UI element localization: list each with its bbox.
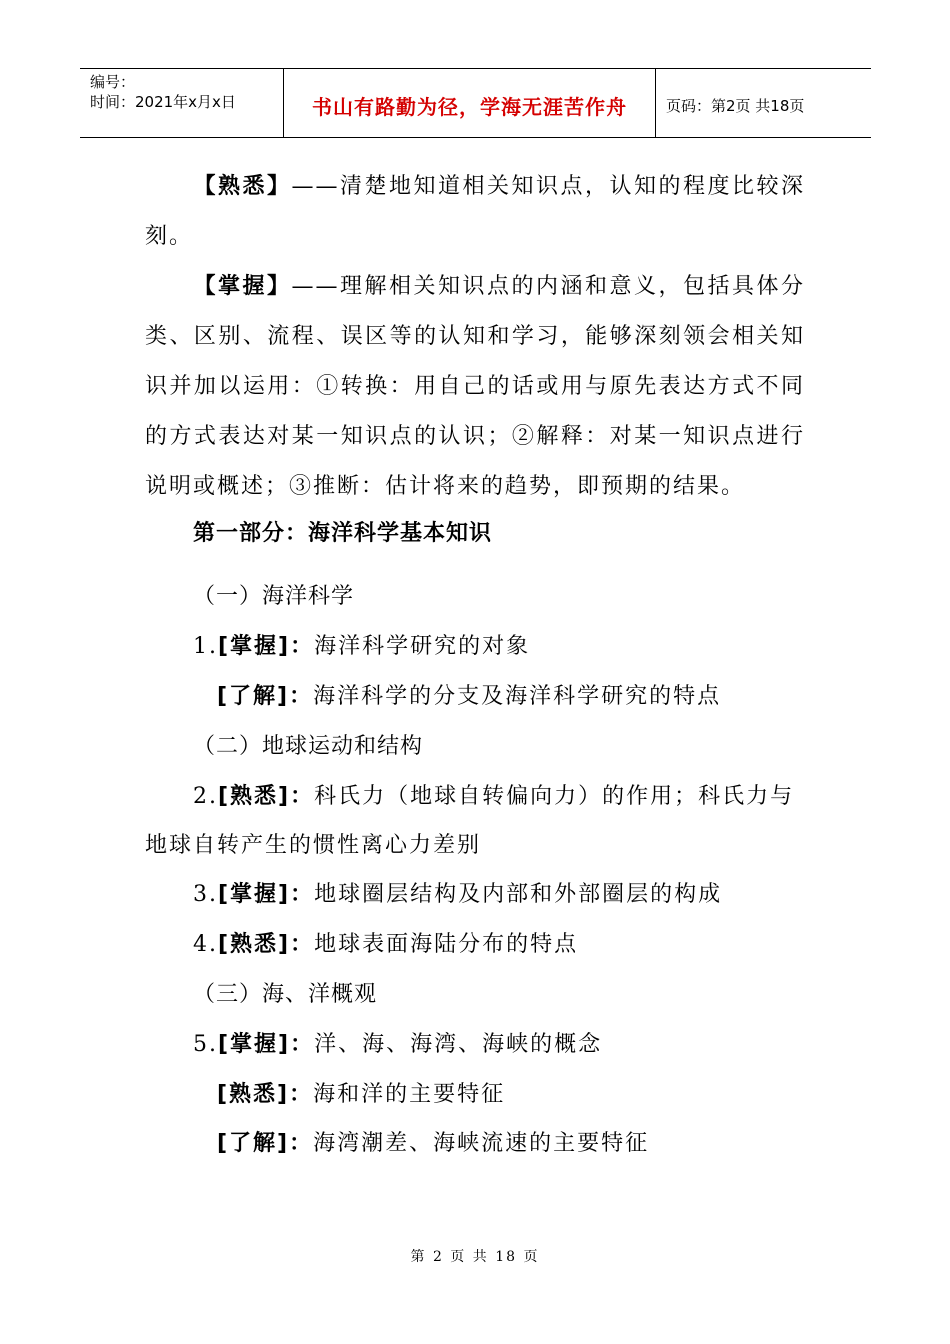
item-text: 海湾潮差、海峡流速的主要特征: [313, 1131, 650, 1156]
document-time: 时间：2021年x月x日: [90, 93, 236, 111]
item-text: 海和洋的主要特征: [313, 1082, 506, 1107]
list-item: [193, 632, 530, 662]
item-number: 5.: [193, 1032, 218, 1057]
page-footer: 第 2 页 共 18 页: [410, 1249, 540, 1265]
item-text: 科氏力（地球自转偏向力）的作用；科氏力与: [314, 784, 795, 809]
paragraph-master: [145, 262, 805, 512]
section-heading-2: （二）地球运动和结构: [193, 734, 424, 759]
list-item: [193, 880, 722, 910]
item-number: 1.: [193, 634, 218, 659]
master-tag: 【掌握】: [193, 274, 292, 299]
list-item: [193, 1030, 602, 1060]
page-header: [80, 68, 871, 138]
paragraph-familiar: [145, 162, 805, 262]
list-item: [217, 1080, 505, 1110]
familiar-text: ——清楚地知道相关知识点，认知的程度比较深刻。: [145, 174, 805, 249]
header-motto-cell: [283, 69, 656, 137]
header-page-info: 页码：第2页 共18页: [666, 96, 805, 115]
part-title: 第一部分：海洋科学基本知识: [193, 521, 493, 546]
item-text: 地球圈层结构及内部和外部圈层的构成: [314, 882, 723, 907]
item-tag: [熟悉]：: [218, 784, 315, 809]
item-continuation: 地球自转产生的惯性离心力差别: [145, 833, 482, 858]
list-item: [217, 682, 721, 712]
item-tag: [了解]：: [217, 1131, 314, 1156]
item-text: 地球表面海陆分布的特点: [314, 932, 579, 957]
list-item: [193, 782, 794, 812]
item-tag: [掌握]：: [218, 634, 315, 659]
item-tag: [熟悉]：: [217, 1082, 314, 1107]
item-number: 2.: [193, 784, 218, 809]
item-tag: [了解]：: [217, 684, 314, 709]
header-meta: [80, 69, 283, 137]
item-tag: [掌握]：: [218, 882, 315, 907]
item-tag: [熟悉]：: [218, 932, 315, 957]
item-text: 海洋科学的分支及海洋科学研究的特点: [313, 684, 722, 709]
familiar-tag: 【熟悉】: [193, 174, 292, 199]
item-text: 海洋科学研究的对象: [314, 634, 531, 659]
item-tag: [掌握]：: [218, 1032, 315, 1057]
item-number: 3.: [193, 882, 218, 907]
document-number: 编号：: [90, 73, 136, 91]
item-text: 洋、海、海湾、海峡的概念: [314, 1032, 603, 1057]
list-item: [217, 1129, 649, 1159]
item-number: 4.: [193, 932, 218, 957]
list-item: [193, 930, 578, 960]
header-motto: 书山有路勤为径，学海无涯苦作舟: [312, 94, 627, 119]
section-heading-1: （一）海洋科学: [193, 584, 355, 609]
section-heading-3: （三）海、洋概观: [193, 982, 378, 1007]
master-text: ——理解相关知识点的内涵和意义，包括具体分类、区别、流程、误区等的认知和学习，能够深刻领会相关知识并加以运用：①转换：用自己的话或用与原先表达方式不同的方式表达对某一知识点的认识；②解释：对某一知识点进行说明或概述；③推断：估计将来的趋势，即预期的结果。: [145, 274, 805, 499]
